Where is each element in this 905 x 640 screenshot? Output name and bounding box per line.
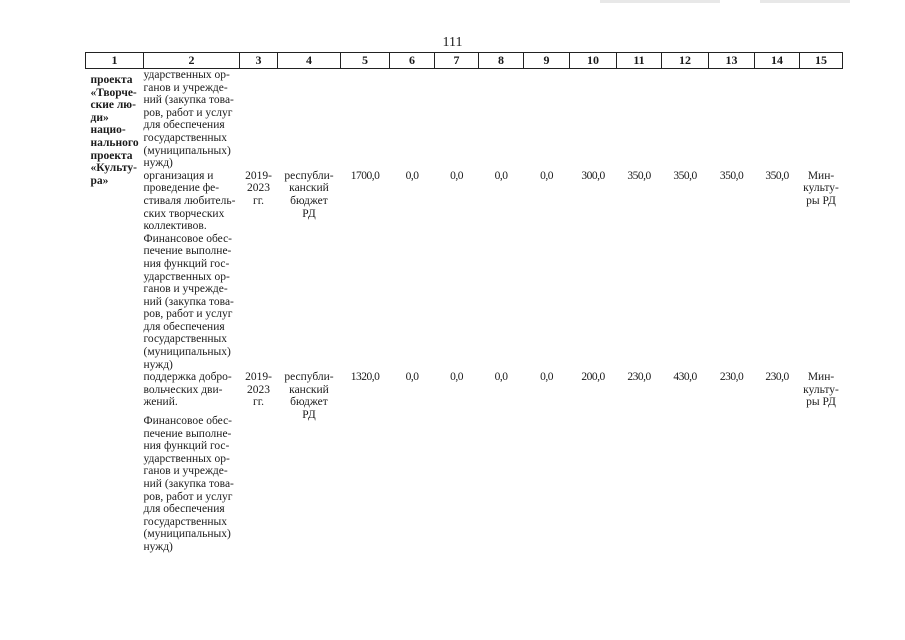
text-line: нужд) <box>143 157 173 170</box>
funding-note <box>144 233 240 372</box>
text-line: (муниципальных) <box>143 346 231 359</box>
value-cell: 430,0 <box>673 371 697 384</box>
text-line: ганов и учрежде- <box>143 81 228 94</box>
period-cell <box>240 170 278 233</box>
header-cell: 7 <box>435 53 479 69</box>
value-cell: 0,0 <box>540 169 553 182</box>
text-line: поддержка добро- <box>143 371 232 384</box>
executor-line: Мин- <box>807 169 835 182</box>
executor-line: Мин- <box>807 371 835 384</box>
source-line: РД <box>302 207 316 220</box>
header-cell: 4 <box>278 53 341 69</box>
executor-line: ры РД <box>806 194 836 207</box>
executor-line: ры РД <box>806 396 836 409</box>
text-line: ударственных ор- <box>143 270 230 283</box>
value-cell: 350,0 <box>719 169 744 182</box>
header-cell: 3 <box>240 53 278 69</box>
text-line: ганов и учрежде- <box>143 465 228 478</box>
page-number: 111 <box>442 35 463 50</box>
project-name-line: ди» <box>90 111 109 124</box>
value-cell: 0,0 <box>450 169 463 182</box>
text-line: (муниципальных) <box>143 528 231 541</box>
text-line: нужд) <box>143 540 173 553</box>
project-name-line: проекта <box>90 149 133 162</box>
text-line: печение выполне- <box>143 427 232 440</box>
note-row <box>86 233 843 372</box>
source-line: бюджет <box>290 396 328 409</box>
period-cell <box>240 371 278 409</box>
value-cell: 0,0 <box>450 371 463 384</box>
text-line: нужд) <box>143 358 173 371</box>
funding-note <box>144 409 240 554</box>
value-cell: 0,0 <box>405 371 419 384</box>
header-cell: 1 <box>86 53 144 69</box>
text-line: ганов и учрежде- <box>143 283 228 296</box>
source-line: бюджет <box>290 194 328 207</box>
project-name-line: нального <box>90 136 139 149</box>
header-cell: 14 <box>755 53 800 69</box>
source-line: канский <box>289 182 329 195</box>
value-total: 1320,0 <box>350 371 380 384</box>
value-cell: 200,0 <box>581 371 605 384</box>
text-line: стиваля любитель- <box>143 194 236 207</box>
project-name-line: нацио- <box>90 124 126 137</box>
text-line: ний (закупка това- <box>143 478 234 490</box>
header-cell: 8 <box>479 53 524 69</box>
project-name-line: ские лю- <box>90 99 136 112</box>
value-cell: 230,0 <box>765 371 789 384</box>
header-row <box>86 53 843 69</box>
scan-edge-mark <box>600 0 720 3</box>
text-line: ударственных ор- <box>143 452 230 465</box>
value-cell: 230,0 <box>627 371 651 384</box>
text-line: для обеспечения <box>143 320 225 333</box>
executor-line: культу- <box>803 383 839 396</box>
text-line: коллективов. <box>143 220 207 233</box>
source-line: республи- <box>284 169 334 182</box>
table-row <box>86 371 843 409</box>
text-line: для обеспечения <box>143 503 225 516</box>
text-line: государственных <box>143 515 228 528</box>
executor-cell <box>800 170 843 233</box>
text-line: печение выполне- <box>143 245 232 258</box>
value-cell: 350,0 <box>765 169 789 182</box>
program-table <box>85 52 843 554</box>
text-line: государственных <box>143 131 228 144</box>
header-cell: 13 <box>709 53 755 69</box>
text-line: ударственных ор- <box>143 69 230 81</box>
text-line: Финансовое обес- <box>143 232 233 245</box>
funding-source-cell <box>278 371 341 553</box>
text-line: (муниципальных) <box>143 144 231 157</box>
text-line: проведение фе- <box>143 182 220 195</box>
header-cell: 6 <box>390 53 435 69</box>
text-line: ния функций гос- <box>143 440 230 453</box>
note-row <box>86 409 843 554</box>
value-cell: 350,0 <box>673 169 697 182</box>
project-name-line: ра» <box>90 174 109 187</box>
text-line: ских творческих <box>143 207 225 220</box>
source-line: РД <box>302 409 316 422</box>
project-name-line: «Творче- <box>90 86 137 99</box>
value-cell: 350,0 <box>627 169 651 182</box>
source-line: республи- <box>284 371 334 384</box>
text-line: для обеспечения <box>143 119 225 132</box>
scan-edge-mark <box>760 0 850 3</box>
project-name-line: проекта <box>90 74 133 86</box>
header-cell: 11 <box>617 53 662 69</box>
value-cell: 230,0 <box>719 371 744 384</box>
value-total: 1700,0 <box>350 169 380 182</box>
header-cell: 5 <box>341 53 390 69</box>
period-line: гг. <box>252 396 264 409</box>
continuation-text <box>144 69 240 170</box>
table-row <box>86 170 843 233</box>
executor-cell <box>800 371 843 409</box>
value-cell: 0,0 <box>494 169 508 182</box>
text-line: жений. <box>143 396 178 409</box>
period-line: 2019- <box>245 371 272 384</box>
header-cell: 12 <box>662 53 709 69</box>
value-cell: 300,0 <box>581 169 605 182</box>
text-line: ров, работ и услуг <box>143 490 233 503</box>
text-line: ния функций гос- <box>143 257 230 270</box>
header-cell: 2 <box>144 53 240 69</box>
header-cell: 10 <box>570 53 617 69</box>
source-line: канский <box>289 383 329 396</box>
activity-name <box>144 371 240 409</box>
executor-line: культу- <box>803 182 839 195</box>
text-line: государственных <box>143 333 228 346</box>
project-name-cell <box>86 69 144 554</box>
value-cell: 0,0 <box>494 371 508 384</box>
activity-name <box>144 170 240 233</box>
project-name-line: «Культу- <box>90 162 137 175</box>
text-line: ров, работ и услуг <box>143 106 233 119</box>
header-cell: 9 <box>524 53 570 69</box>
value-cell: 0,0 <box>540 371 553 384</box>
funding-source-cell <box>278 170 341 233</box>
text-line: организация и <box>143 169 214 182</box>
period-line: 2023 <box>247 182 270 195</box>
value-cell: 0,0 <box>405 169 419 182</box>
period-line: 2023 <box>247 383 270 396</box>
period-line: гг. <box>252 194 264 207</box>
period-line: 2019- <box>245 169 272 182</box>
text-line: вольческих дви- <box>143 383 223 396</box>
text-line: ний (закупка това- <box>143 94 234 107</box>
text-line: Финансовое обес- <box>143 415 233 428</box>
continuation-row <box>86 69 843 170</box>
text-line: ров, работ и услуг <box>143 308 233 321</box>
text-line: ний (закупка това- <box>143 295 234 308</box>
header-cell: 15 <box>800 53 843 69</box>
